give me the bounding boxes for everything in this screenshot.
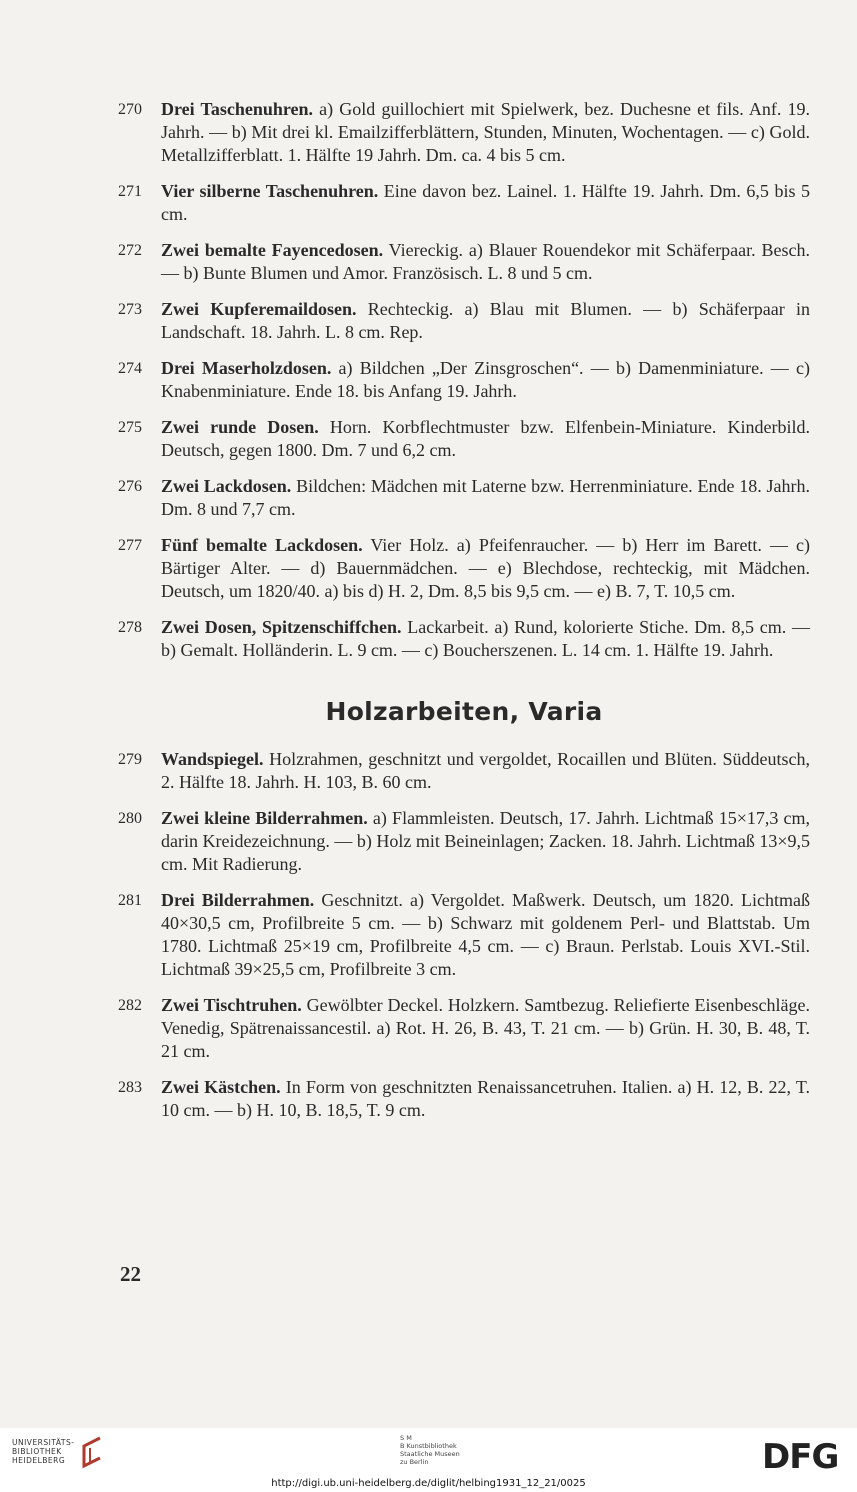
entry-number: 281 [118, 892, 142, 909]
entry-number: 276 [118, 478, 142, 495]
entry-description: a) Bildchen „Der Zinsgroschen“. — b) Damenminiature. — c) Knabenminiature. Ende 18. bis Anfang 19. Jahrh. [161, 358, 810, 401]
entry-title: Drei Bilderrahmen. [161, 890, 315, 910]
entry-title: Zwei Kupferemaildosen. [161, 299, 357, 319]
entry-number: 275 [118, 419, 142, 436]
catalog-entry [118, 98, 810, 167]
entry-description: Geschnitzt. a) Vergoldet. Maßwerk. Deutsch, um 1820. Lichtmaß 40×30,5 cm, Profilbreite 5 cm. — b) Schwarz mit goldenem Perl- und Blattstab. Um 1780. Lichtmaß 25×19 cm, Profilbreite 4,5 cm. — c) Braun. Perlstab. Louis XVI.-Stil. Lichtmaß 39×25,5 cm, Profilbreite 3 cm. [161, 890, 810, 979]
entry-title: Wandspiegel. [161, 749, 264, 769]
entry-number: 270 [118, 101, 142, 118]
catalog-entry [118, 807, 810, 876]
catalog-entry [118, 748, 810, 794]
catalog-entry [118, 534, 810, 603]
catalog-entry [118, 1076, 810, 1122]
entry-description: a) Gold guillochiert mit Spielwerk, bez. Duchesne et fils. Anf. 19. Jahrh. — b) Mit drei kl. Emailzifferblättern, Stunden, Minuten, Wochentagen. — c) Gold. Metallzifferblatt. 1. Hälfte 19 Jahrh. Dm. ca. 4 bis 5 cm. [161, 99, 811, 165]
university-library-label [12, 1438, 74, 1465]
catalog-entry [118, 889, 810, 981]
entry-number: 280 [118, 810, 142, 827]
section-heading: Holzarbeiten, Varia [325, 697, 603, 726]
entry-description: Bildchen: Mädchen mit Laterne bzw. Herrenminiature. Ende 18. Jahrh. Dm. 8 und 7,7 cm. [161, 476, 810, 519]
entry-title: Drei Maserholzdosen. [161, 358, 332, 378]
entry-description: Lackarbeit. a) Rund, kolorierte Stiche. Dm. 8,5 cm. — b) Gemalt. Holländerin. L. 9 cm. — c) Boucherszenen. L. 14 cm. 1. Hälfte 19. Jahrh. [161, 617, 811, 660]
dfg-logo: DFG [762, 1437, 839, 1477]
entry-title: Zwei Tischtruhen. [161, 995, 302, 1015]
entry-title: Zwei runde Dosen. [161, 417, 319, 437]
entry-group-dosen [118, 98, 810, 662]
catalog-entry [118, 357, 810, 403]
page-number: 22 [120, 1262, 141, 1286]
entry-title: Zwei bemalte Fayencedosen. [161, 240, 384, 260]
entry-title: Vier silberne Taschenuhren. [161, 181, 379, 201]
entries-list [118, 98, 810, 1135]
entry-number: 282 [118, 997, 142, 1014]
source-url-link[interactable]: http://digi.ub.uni-heidelberg.de/diglit/helbing1931_12_21/0025 [271, 1478, 586, 1489]
catalog-entry [118, 180, 810, 226]
entry-number: 277 [118, 537, 142, 554]
university-logo-icon [76, 1436, 102, 1470]
entry-number: 271 [118, 183, 142, 200]
entry-number: 274 [118, 360, 142, 377]
entry-description: Horn. Korbflechtmuster bzw. Elfenbein-Miniature. Kinderbild. Deutsch, gegen 1800. Dm. 7 und 6,2 cm. [161, 417, 810, 460]
entry-description: Gewölbter Deckel. Holzkern. Samtbezug. Reliefierte Eisenbeschläge. Venedig, Spätrenaissancestil. a) Rot. H. 26, B. 43, T. 21 cm. — b) Grün. H. 30, B. 48, T. 21 cm. [161, 995, 810, 1061]
credit-line-3: Staatliche Museen [400, 1450, 460, 1458]
entry-title: Zwei Kästchen. [161, 1077, 281, 1097]
entry-title: Zwei Dosen, Spitzenschiffchen. [161, 617, 402, 637]
entry-title: Zwei kleine Bilderrahmen. [161, 808, 368, 828]
footer-bar [0, 1428, 857, 1492]
catalog-entry [118, 994, 810, 1063]
catalog-entry [118, 616, 810, 662]
entry-description: a) Flammleisten. Deutsch, 17. Jahrh. Lichtmaß 15×17,3 cm, darin Kreidezeichnung. — b) Holz mit Beineinlagen; Zacken. 18. Jahrh. Lichtmaß 13×9,5 cm. Mit Radierung. [161, 808, 810, 874]
entry-title: Fünf bemalte Lackdosen. [161, 535, 363, 555]
credit-line-1: S M [400, 1434, 412, 1442]
entry-number: 278 [118, 619, 142, 636]
catalog-entry [118, 239, 810, 285]
uni-line-1: UNIVERSITÄTS- [12, 1438, 75, 1447]
entry-description: Vier Holz. a) Pfeifenraucher. — b) Herr im Barett. — c) Bärtiger Alter. — d) Bauernmädchen. — e) Blechdose, rechteckig, mit Mädchen. Deutsch, um 1820/40. a) bis d) H. 2, Dm. 8,5 bis 9,5 cm. — e) B. 7, T. 10,5 cm. [161, 535, 810, 601]
entry-group-holzarbeiten [118, 748, 810, 1122]
catalog-entry [118, 298, 810, 344]
entry-description: In Form von geschnitzten Renaissancetruhen. Italien. a) H. 12, B. 22, T. 10 cm. — b) H. 10, B. 18,5, T. 9 cm. [161, 1077, 810, 1120]
credit-line-4: zu Berlin [400, 1458, 429, 1466]
entry-number: 272 [118, 242, 142, 259]
kunstbibliothek-credit [400, 1434, 460, 1466]
entry-description: Eine davon bez. Lainel. 1. Hälfte 19. Jahrh. Dm. 6,5 bis 5 cm. [161, 181, 810, 224]
entry-description: Holzrahmen, geschnitzt und vergoldet, Rocaillen und Blüten. Süddeutsch, 2. Hälfte 18. Jahrh. H. 103, B. 60 cm. [161, 749, 810, 792]
entry-number: 283 [118, 1079, 142, 1096]
catalog-entry [118, 475, 810, 521]
entry-description: Rechteckig. a) Blau mit Blumen. — b) Schäferpaar in Landschaft. 18. Jahrh. L. 8 cm. Rep. [161, 299, 810, 342]
entry-number: 273 [118, 301, 142, 318]
credit-line-2: B Kunstbibliothek [400, 1442, 457, 1450]
entry-number: 279 [118, 751, 142, 768]
entry-title: Zwei Lackdosen. [161, 476, 292, 496]
uni-line-2: BIBLIOTHEK [12, 1447, 62, 1456]
uni-line-3: HEIDELBERG [12, 1456, 66, 1465]
entry-title: Drei Taschenuhren. [161, 99, 314, 119]
catalog-entry [118, 416, 810, 462]
entry-description: Viereckig. a) Blauer Rouendekor mit Schäferpaar. Besch. — b) Bunte Blumen und Amor. Französisch. L. 8 und 5 cm. [161, 240, 810, 283]
